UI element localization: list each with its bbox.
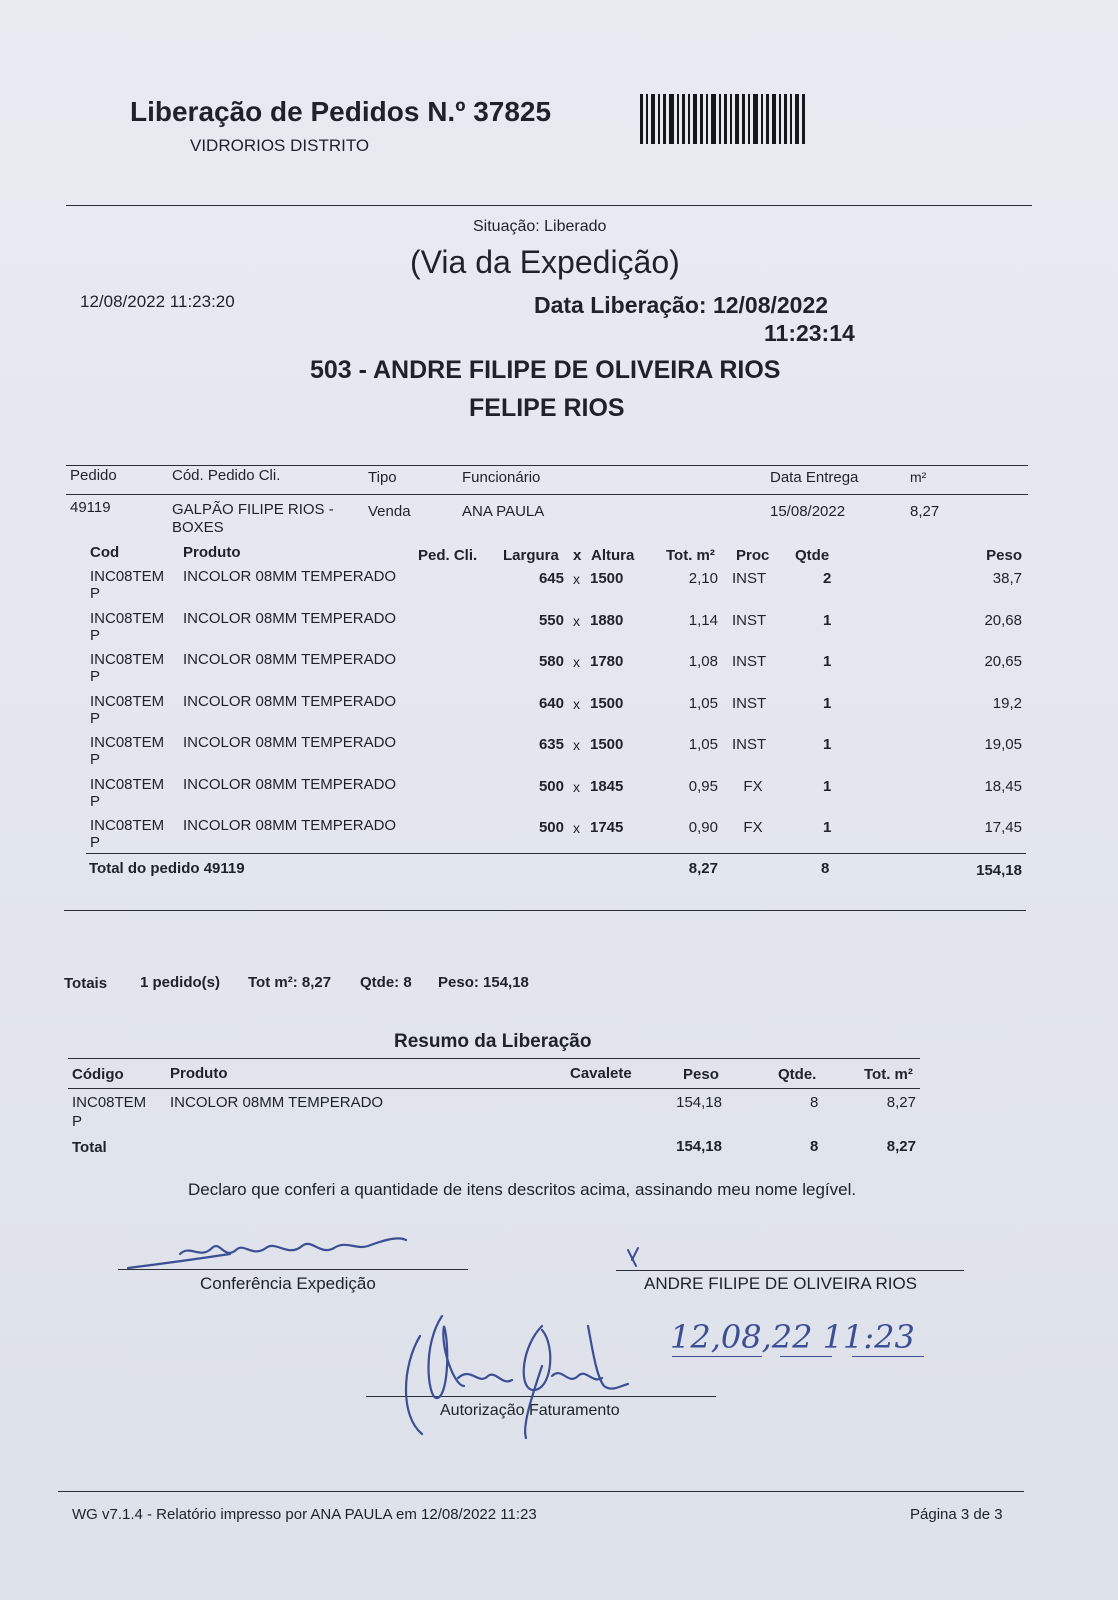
conferencia-signature [120, 1230, 420, 1274]
totais-label: Totais [64, 975, 108, 992]
item-cod-line2: P [90, 709, 101, 727]
item-header-peso: Peso [986, 547, 1022, 564]
item-qtde: 1 [823, 736, 832, 753]
resumo-top-rule [68, 1058, 920, 1059]
conferencia-label: Conferência Expedição [200, 1274, 376, 1293]
item-produto: INCOLOR 08MM TEMPERADO [183, 817, 397, 834]
item-x: x [573, 571, 580, 587]
resumo-total-qtde: 8 [810, 1138, 819, 1155]
order-table-top-rule [66, 465, 1028, 466]
item-header-largura: Largura [503, 547, 559, 564]
resumo-total-peso: 154,18 [676, 1138, 722, 1155]
item-altura: 1780 [590, 653, 624, 670]
autorizacao-signature [392, 1306, 642, 1442]
item-tot-m2: 1,05 [688, 736, 718, 753]
totais-m2: Tot m²: 8,27 [248, 974, 332, 991]
item-proc: INST [732, 653, 767, 670]
item-proc: INST [732, 570, 767, 587]
item-x: x [573, 654, 580, 670]
item-tot-m2: 1,05 [688, 694, 718, 712]
order-data-entrega: 15/08/2022 [770, 503, 846, 520]
autorizacao-label: Autorização Faturamento [440, 1402, 620, 1419]
page-number: Página 3 de 3 [910, 1506, 1003, 1523]
items-total-qtde: 8 [821, 860, 830, 877]
item-produto: INCOLOR 08MM TEMPERADO [183, 775, 397, 793]
resumo-header-qtde: Qtde. [778, 1066, 817, 1083]
items-total-peso: 154,18 [976, 862, 1022, 879]
item-largura: 500 [538, 777, 564, 795]
col-header-cod-pedido-cli: Cód. Pedido Cli. [172, 467, 281, 484]
item-largura: 550 [538, 611, 564, 629]
items-total-m2: 8,27 [688, 860, 718, 877]
col-header-pedido: Pedido [70, 467, 117, 484]
item-qtde: 2 [823, 570, 832, 587]
item-tot-m2: 1,14 [688, 611, 718, 629]
resumo-row-cod-line1: INC08TEM [72, 1094, 147, 1111]
resumo-header-codigo: Código [72, 1066, 124, 1083]
item-largura: 580 [538, 653, 564, 670]
order-funcionario: ANA PAULA [462, 503, 545, 520]
resumo-header-rule [68, 1088, 920, 1089]
client-signature-line [616, 1270, 964, 1271]
item-proc: FX [743, 777, 763, 795]
item-produto: INCOLOR 08MM TEMPERADO [183, 734, 397, 751]
item-altura: 1500 [590, 694, 624, 712]
item-x: x [573, 612, 580, 629]
handwritten-date: 12,08,22 11:23 [670, 1318, 915, 1356]
item-tot-m2: 0,90 [688, 819, 718, 836]
order-m2: 8,27 [910, 503, 940, 520]
item-qtde: 1 [823, 611, 832, 629]
items-total-rule [86, 853, 1026, 854]
item-header-x: x [573, 547, 582, 564]
item-cod-line1: INC08TEM [90, 817, 165, 834]
item-largura: 640 [538, 694, 564, 712]
print-datetime: 12/08/2022 11:23:20 [80, 292, 235, 311]
item-largura: 635 [538, 736, 564, 753]
item-altura: 1845 [590, 777, 624, 795]
item-tot-m2: 0,95 [688, 777, 718, 795]
resumo-row-tot-m2: 8,27 [886, 1094, 916, 1111]
totais-peso: Peso: 154,18 [438, 974, 529, 991]
item-x: x [573, 737, 580, 753]
item-produto: INCOLOR 08MM TEMPERADO [183, 568, 397, 585]
item-cod-line2: P [90, 834, 101, 851]
resumo-row-peso: 154,18 [676, 1094, 722, 1111]
item-largura: 645 [538, 570, 564, 587]
resumo-header-peso: Peso [683, 1066, 719, 1083]
item-cod-line1: INC08TEM [90, 651, 165, 668]
order-table-header-rule [66, 494, 1028, 495]
item-altura: 1745 [590, 819, 624, 836]
handwritten-date-underline-1 [672, 1356, 762, 1357]
item-peso: 38,7 [992, 570, 1022, 587]
totais-pedidos: 1 pedido(s) [140, 974, 221, 991]
data-liberacao-time: 11:23:14 [764, 320, 855, 346]
item-proc: FX [743, 819, 763, 836]
item-header-cod: Cod [90, 544, 120, 561]
item-peso: 19,05 [984, 736, 1022, 753]
item-cod-line2: P [90, 751, 101, 768]
item-peso: 17,45 [984, 819, 1022, 836]
item-tot-m2: 2,10 [688, 570, 718, 587]
situacao-label: Situação: Liberado [473, 218, 607, 235]
resumo-row-produto: INCOLOR 08MM TEMPERADO [170, 1094, 384, 1111]
item-header-ped-cli: Ped. Cli. [418, 547, 478, 564]
item-cod-line1: INC08TEM [90, 568, 165, 585]
order-cod-line2: BOXES [172, 519, 224, 536]
item-header-qtde: Qtde [795, 547, 830, 564]
item-altura: 1500 [590, 736, 624, 753]
col-header-m2: m² [910, 469, 927, 485]
footer-divider [58, 1491, 1024, 1492]
client-signature-name: ANDRE FILIPE DE OLIVEIRA RIOS [644, 1274, 918, 1293]
resumo-header-tot-m2: Tot. m² [864, 1066, 913, 1083]
resumo-row-cod-line2: P [72, 1113, 83, 1130]
item-header-tot-m2: Tot. m² [666, 547, 715, 564]
handwritten-date-underline-3 [852, 1356, 924, 1357]
client-nickname: FELIPE RIOS [469, 394, 625, 422]
resumo-header-cavalete: Cavalete [570, 1065, 632, 1082]
handwritten-date-underline-2 [780, 1356, 832, 1357]
col-header-data-entrega: Data Entrega [770, 469, 859, 486]
order-cod-line1: GALPÃO FILIPE RIOS - [172, 501, 334, 518]
item-cod-line2: P [90, 585, 101, 602]
item-x: x [573, 820, 580, 836]
item-peso: 19,2 [992, 694, 1022, 712]
totais-qtde: Qtde: 8 [360, 974, 412, 991]
data-liberacao: Data Liberação: 12/08/2022 [534, 292, 829, 318]
resumo-total-tot-m2: 8,27 [886, 1138, 916, 1155]
via-label: (Via da Expedição) [410, 244, 680, 280]
resumo-header-produto: Produto [170, 1065, 228, 1082]
item-produto: INCOLOR 08MM TEMPERADO [183, 692, 397, 710]
order-tipo: Venda [368, 503, 411, 520]
item-header-proc: Proc [736, 547, 770, 564]
header-divider [66, 205, 1032, 206]
totals-divider [64, 910, 1026, 911]
barcode [640, 94, 808, 144]
item-cod-line2: P [90, 792, 101, 810]
item-qtde: 1 [823, 694, 832, 712]
item-cod-line1: INC08TEM [90, 692, 165, 710]
items-total-label: Total do pedido 49119 [89, 860, 245, 877]
item-qtde: 1 [823, 653, 832, 670]
item-x: x [573, 778, 580, 795]
document-title: Liberação de Pedidos N.º 37825 [130, 96, 552, 127]
item-cod-line1: INC08TEM [90, 609, 165, 627]
item-tot-m2: 1,08 [688, 653, 718, 670]
order-pedido: 49119 [70, 499, 111, 516]
item-header-produto: Produto [183, 544, 241, 561]
item-proc: INST [732, 694, 767, 712]
declaration-text: Declaro que conferi a quantidade de itens descritos acima, assinando meu nome legível. [188, 1180, 857, 1199]
item-peso: 20,65 [984, 653, 1022, 670]
footer-text: WG v7.1.4 - Relatório impresso por ANA PAULA em 12/08/2022 11:23 [72, 1506, 537, 1523]
item-altura: 1500 [590, 570, 624, 587]
item-cod-line2: P [90, 668, 101, 685]
item-peso: 20,68 [984, 611, 1022, 629]
company-name: VIDRORIOS DISTRITO [190, 136, 370, 155]
resumo-total-label: Total [72, 1139, 107, 1156]
item-qtde: 1 [823, 819, 832, 836]
item-cod-line1: INC08TEM [90, 775, 165, 793]
item-header-altura: Altura [591, 547, 635, 564]
col-header-tipo: Tipo [368, 469, 397, 486]
item-altura: 1880 [590, 611, 624, 629]
client-name: 503 - ANDRE FILIPE DE OLIVEIRA RIOS [310, 356, 781, 384]
resumo-row-qtde: 8 [810, 1094, 819, 1111]
item-produto: INCOLOR 08MM TEMPERADO [183, 609, 397, 627]
item-proc: INST [732, 611, 767, 629]
item-qtde: 1 [823, 777, 832, 795]
client-signature-mark [624, 1246, 648, 1270]
item-peso: 18,45 [984, 777, 1022, 795]
item-produto: INCOLOR 08MM TEMPERADO [183, 651, 397, 668]
item-proc: INST [732, 736, 767, 753]
col-header-funcionario: Funcionário [462, 469, 541, 486]
resumo-title: Resumo da Liberação [394, 1031, 592, 1052]
item-cod-line2: P [90, 626, 101, 644]
item-largura: 500 [538, 819, 564, 836]
item-cod-line1: INC08TEM [90, 734, 165, 751]
item-x: x [573, 695, 580, 712]
